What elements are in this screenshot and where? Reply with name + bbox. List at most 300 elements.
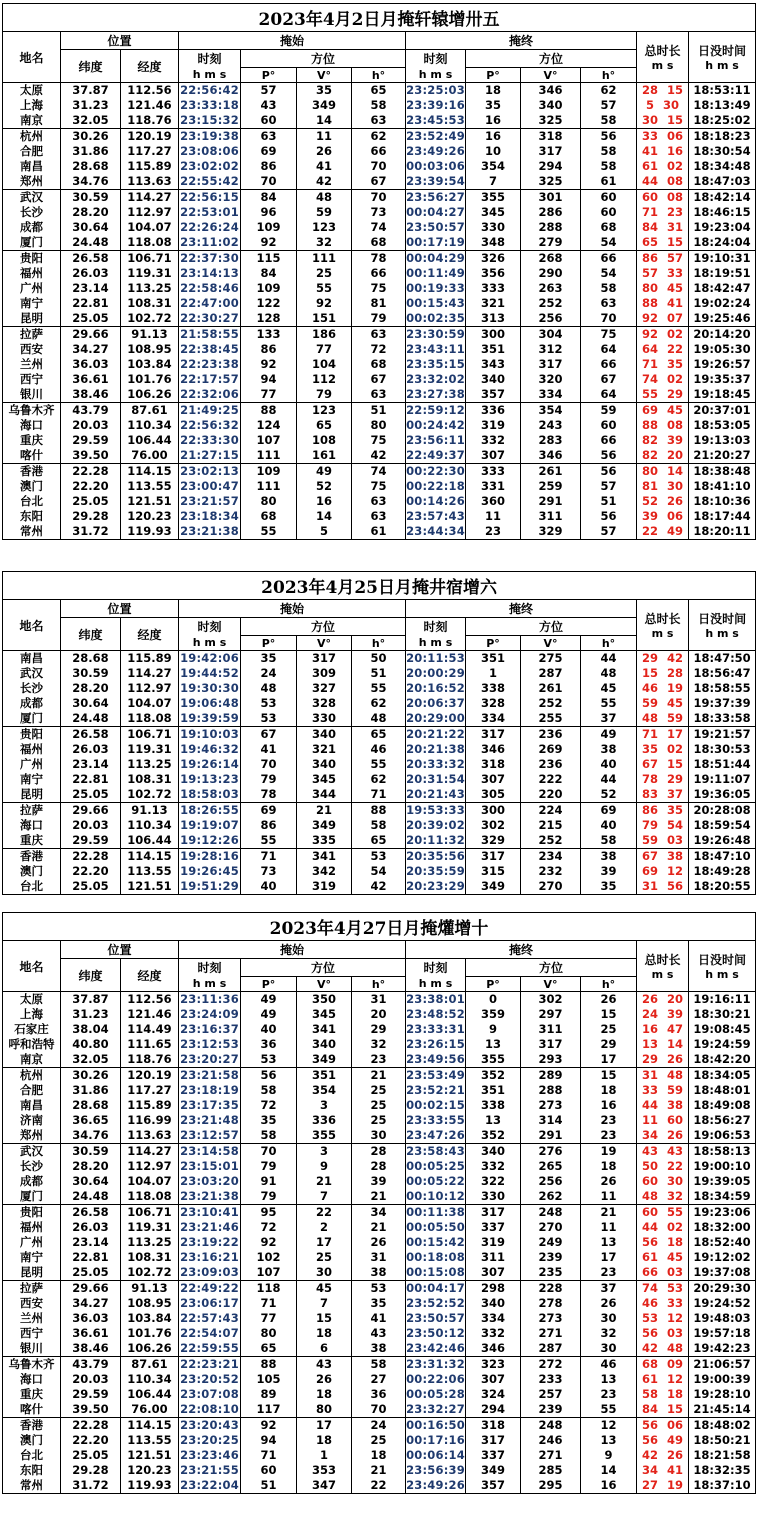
cell-begin-p: 60	[241, 1463, 297, 1478]
cell-lat: 36.65	[61, 1113, 121, 1128]
col-header-begin-time: 时刻	[179, 50, 241, 68]
cell-lat: 25.05	[61, 311, 121, 327]
cell-begin-time: 23:19:22	[180, 1235, 239, 1249]
col-header-begin-time: 时刻	[179, 959, 241, 977]
cell-lat: 43.79	[61, 1357, 121, 1373]
cell-begin-v: 18	[297, 1326, 352, 1341]
cell-end-time: 23:56:39	[406, 1463, 465, 1477]
cell-name: 澳门	[3, 1433, 61, 1448]
cell-begin-p: 49	[241, 992, 297, 1008]
cell-begin-p: 92	[241, 1235, 297, 1250]
cell-begin-time: 23:21:57	[180, 494, 239, 508]
cell-lat: 22.20	[61, 864, 121, 879]
cell-end-v: 297	[521, 1007, 581, 1022]
col-header-begin-v: V°	[297, 977, 352, 992]
cell-begin-time: 22:30:27	[180, 311, 239, 325]
cell-name: 东阳	[3, 1463, 61, 1478]
cell-lat: 38.46	[61, 1341, 121, 1357]
cell-begin-v: 6	[297, 1341, 352, 1357]
cell-begin-time: 23:15:01	[180, 1159, 239, 1173]
cell-end-h: 25	[581, 1022, 637, 1037]
cell-end-time: 23:52:21	[406, 1083, 465, 1097]
cell-begin-p: 49	[241, 1007, 297, 1022]
cell-end-time: 20:06:37	[406, 696, 465, 710]
table-row	[3, 372, 756, 387]
cell-begin-h: 53	[352, 849, 406, 865]
cell-end-p: 333	[466, 281, 521, 296]
cell-lon: 102.72	[121, 311, 179, 327]
cell-lon: 76.00	[121, 1402, 179, 1418]
cell-begin-v: 18	[297, 1433, 352, 1448]
cell-begin-h: 42	[352, 448, 406, 464]
region-group	[3, 992, 756, 1068]
cell-begin-time: 23:09:03	[180, 1265, 239, 1279]
cell-name: 西安	[3, 342, 61, 357]
cell-lat: 25.05	[61, 787, 121, 803]
cell-begin-time: 22:26:24	[180, 220, 239, 234]
cell-begin-p: 57	[241, 83, 297, 99]
cell-end-h: 46	[581, 1357, 637, 1373]
cell-end-p: 317	[466, 1205, 521, 1221]
cell-name: 太原	[3, 83, 61, 99]
cell-total: 79 54	[637, 818, 689, 833]
cell-begin-h: 29	[352, 1022, 406, 1037]
cell-end-h: 55	[581, 696, 637, 711]
cell-lat: 24.48	[61, 235, 121, 251]
cell-begin-p: 133	[241, 327, 297, 343]
cell-lon: 113.25	[121, 1235, 179, 1250]
cell-lat: 26.03	[61, 266, 121, 281]
cell-end-v: 265	[521, 1159, 581, 1174]
cell-sunset: 18:32:35	[689, 1463, 756, 1478]
cell-total: 5 30	[637, 98, 689, 113]
cell-begin-v: 5	[297, 524, 352, 540]
table-row	[3, 711, 756, 727]
cell-name: 重庆	[3, 433, 61, 448]
cell-sunset: 18:49:28	[689, 864, 756, 879]
cell-begin-v: 49	[297, 464, 352, 480]
cell-lon: 108.31	[121, 772, 179, 787]
cell-lat: 20.03	[61, 818, 121, 833]
cell-lat: 28.68	[61, 159, 121, 174]
cell-end-p: 349	[466, 879, 521, 895]
cell-sunset: 19:35:37	[689, 372, 756, 387]
cell-begin-time: 23:20:43	[180, 1418, 239, 1432]
cell-begin-p: 67	[241, 727, 297, 743]
cell-end-h: 55	[581, 1402, 637, 1418]
cell-end-h: 18	[581, 1083, 637, 1098]
cell-lon: 106.71	[121, 1205, 179, 1221]
cell-end-h: 75	[581, 327, 637, 343]
cell-end-time: 23:26:15	[406, 1037, 465, 1051]
cell-end-time: 00:15:42	[406, 1235, 465, 1249]
cell-begin-h: 75	[352, 479, 406, 494]
cell-lon: 119.93	[121, 524, 179, 540]
cell-lat: 25.05	[61, 1265, 121, 1281]
cell-begin-p: 48	[241, 681, 297, 696]
cell-end-p: 324	[466, 1387, 521, 1402]
cell-sunset: 20:28:08	[689, 803, 756, 819]
cell-end-v: 261	[521, 681, 581, 696]
cell-begin-h: 34	[352, 1205, 406, 1221]
cell-total: 71 17	[637, 727, 689, 743]
table-row	[3, 251, 756, 267]
cell-lon: 115.89	[121, 651, 179, 667]
cell-lat: 29.28	[61, 509, 121, 524]
col-header-begin-hms: h m s	[179, 68, 241, 83]
cell-sunset: 18:18:23	[689, 129, 756, 145]
cell-begin-h: 21	[352, 1189, 406, 1205]
table-row	[3, 448, 756, 464]
cell-end-time: 23:50:12	[406, 1326, 465, 1340]
cell-lon: 91.13	[121, 1281, 179, 1297]
table-row	[3, 1144, 756, 1160]
sunset-units: h m s	[705, 968, 739, 981]
cell-sunset: 18:47:03	[689, 174, 756, 190]
cell-end-h: 58	[581, 281, 637, 296]
cell-begin-v: 1	[297, 1448, 352, 1463]
cell-begin-p: 53	[241, 711, 297, 727]
cell-begin-h: 67	[352, 372, 406, 387]
cell-total: 74 53	[637, 1281, 689, 1297]
cell-lon: 121.46	[121, 1007, 179, 1022]
cell-begin-p: 79	[241, 1159, 297, 1174]
cell-lat: 36.03	[61, 357, 121, 372]
cell-lat: 32.05	[61, 1052, 121, 1068]
cell-name: 银川	[3, 387, 61, 403]
sunset-label: 日没时间	[698, 953, 747, 967]
cell-end-v: 257	[521, 1387, 581, 1402]
cell-sunset: 19:24:52	[689, 1296, 756, 1311]
cell-begin-h: 80	[352, 418, 406, 433]
cell-end-h: 40	[581, 757, 637, 772]
cell-end-h: 45	[581, 681, 637, 696]
cell-end-v: 312	[521, 342, 581, 357]
cell-end-h: 23	[581, 1113, 637, 1128]
cell-begin-p: 36	[241, 1037, 297, 1052]
cell-end-p: 7	[466, 174, 521, 190]
sunset-label: 日没时间	[698, 612, 747, 626]
cell-lon: 103.84	[121, 357, 179, 372]
cell-begin-p: 111	[241, 479, 297, 494]
cell-lon: 103.84	[121, 1311, 179, 1326]
cell-end-v: 317	[521, 1037, 581, 1052]
cell-end-v: 228	[521, 1281, 581, 1297]
cell-total: 69 45	[637, 403, 689, 419]
cell-begin-p: 72	[241, 1220, 297, 1235]
cell-end-h: 56	[581, 464, 637, 480]
cell-name: 台北	[3, 494, 61, 509]
cell-total: 29 26	[637, 1052, 689, 1068]
cell-total: 61 45	[637, 1250, 689, 1265]
cell-begin-p: 77	[241, 1311, 297, 1326]
cell-begin-v: 350	[297, 992, 352, 1008]
cell-sunset: 21:20:27	[689, 448, 756, 464]
table-row	[3, 651, 756, 667]
cell-begin-v: 59	[297, 205, 352, 220]
cell-end-h: 49	[581, 727, 637, 743]
cell-begin-v: 321	[297, 742, 352, 757]
cell-begin-time: 23:21:58	[180, 1068, 239, 1082]
cell-lon: 113.25	[121, 281, 179, 296]
cell-begin-p: 69	[241, 803, 297, 819]
cell-begin-time: 22:59:55	[180, 1341, 239, 1355]
cell-lon: 106.71	[121, 251, 179, 267]
cell-end-h: 64	[581, 342, 637, 357]
cell-begin-h: 88	[352, 803, 406, 819]
cell-begin-h: 39	[352, 1174, 406, 1189]
cell-lon: 112.56	[121, 992, 179, 1008]
cell-begin-v: 112	[297, 372, 352, 387]
cell-total: 24 39	[637, 1007, 689, 1022]
cell-begin-h: 63	[352, 113, 406, 129]
cell-lon: 113.63	[121, 1128, 179, 1144]
cell-end-time: 23:53:49	[406, 1068, 465, 1082]
table-row	[3, 1478, 756, 1494]
cell-begin-h: 23	[352, 1052, 406, 1068]
cell-end-time: 20:00:29	[406, 666, 465, 680]
cell-begin-p: 79	[241, 772, 297, 787]
cell-end-p: 315	[466, 864, 521, 879]
cell-begin-h: 67	[352, 174, 406, 190]
cell-begin-p: 78	[241, 787, 297, 803]
cell-begin-v: 7	[297, 1296, 352, 1311]
cell-begin-p: 124	[241, 418, 297, 433]
cell-lat: 20.03	[61, 1372, 121, 1387]
cell-lon: 112.56	[121, 83, 179, 99]
cell-sunset: 18:42:20	[689, 1052, 756, 1068]
cell-end-time: 00:11:49	[406, 266, 465, 280]
cell-total: 48 59	[637, 711, 689, 727]
cell-begin-p: 56	[241, 1068, 297, 1084]
cell-end-p: 11	[466, 509, 521, 524]
cell-lat: 22.28	[61, 1418, 121, 1434]
cell-end-time: 23:50:57	[406, 220, 465, 234]
cell-end-p: 357	[466, 387, 521, 403]
cell-begin-h: 31	[352, 1250, 406, 1265]
cell-sunset: 20:14:20	[689, 327, 756, 343]
region-group	[3, 849, 756, 895]
cell-end-time: 20:35:56	[406, 849, 465, 863]
cell-lon: 118.76	[121, 1052, 179, 1068]
cell-end-h: 37	[581, 1281, 637, 1297]
cell-end-p: 317	[466, 849, 521, 865]
cell-lat: 34.27	[61, 342, 121, 357]
cell-name: 常州	[3, 524, 61, 540]
cell-begin-time: 23:11:02	[180, 235, 239, 249]
cell-end-v: 261	[521, 464, 581, 480]
total-duration-label: 总时长	[644, 612, 681, 626]
cell-lon: 108.95	[121, 342, 179, 357]
col-header-begin-hms: h m s	[179, 636, 241, 651]
cell-end-v: 293	[521, 1052, 581, 1068]
cell-end-h: 26	[581, 1296, 637, 1311]
cell-total: 50 22	[637, 1159, 689, 1174]
cell-lon: 110.34	[121, 818, 179, 833]
cell-total: 69 12	[637, 864, 689, 879]
total-duration-label: 总时长	[644, 44, 681, 58]
cell-total: 67 38	[637, 849, 689, 865]
cell-end-time: 23:45:53	[406, 113, 465, 127]
cell-end-p: 298	[466, 1281, 521, 1297]
cell-begin-time: 23:14:13	[180, 266, 239, 280]
region-group	[3, 129, 756, 190]
cell-begin-time: 21:58:55	[180, 327, 239, 341]
cell-end-time: 23:48:52	[406, 1007, 465, 1021]
cell-begin-time: 23:23:46	[180, 1448, 239, 1462]
cell-begin-v: 123	[297, 403, 352, 419]
cell-begin-h: 50	[352, 651, 406, 667]
cell-begin-v: 11	[297, 129, 352, 145]
cell-begin-time: 19:44:52	[180, 666, 239, 680]
cell-lon: 101.76	[121, 372, 179, 387]
cell-begin-time: 23:17:35	[180, 1098, 239, 1112]
cell-name: 南昌	[3, 651, 61, 667]
table-row	[3, 1235, 756, 1250]
cell-name: 厦门	[3, 1189, 61, 1205]
cell-lon: 102.72	[121, 1265, 179, 1281]
cell-end-time: 20:31:54	[406, 772, 465, 786]
cell-begin-v: 340	[297, 1037, 352, 1052]
cell-end-p: 313	[466, 311, 521, 327]
cell-begin-time: 19:42:06	[180, 651, 239, 665]
cell-begin-p: 68	[241, 509, 297, 524]
cell-total: 92 07	[637, 311, 689, 327]
cell-end-v: 270	[521, 1220, 581, 1235]
cell-end-time: 23:35:15	[406, 357, 465, 371]
cell-end-time: 23:33:55	[406, 1113, 465, 1127]
table-row	[3, 757, 756, 772]
cell-sunset: 19:24:59	[689, 1037, 756, 1052]
cell-total: 56 18	[637, 1235, 689, 1250]
cell-end-v: 239	[521, 1250, 581, 1265]
cell-lat: 40.80	[61, 1037, 121, 1052]
col-header-begin-h: h°	[352, 68, 406, 83]
cell-begin-p: 86	[241, 818, 297, 833]
cell-begin-p: 79	[241, 1189, 297, 1205]
table-row	[3, 98, 756, 113]
cell-sunset: 19:02:24	[689, 296, 756, 311]
cell-begin-time: 19:30:30	[180, 681, 239, 695]
cell-end-time: 23:52:52	[406, 1296, 465, 1310]
cell-end-h: 67	[581, 372, 637, 387]
cell-begin-p: 84	[241, 190, 297, 206]
table-row	[3, 742, 756, 757]
cell-begin-p: 107	[241, 1265, 297, 1281]
cell-end-h: 57	[581, 98, 637, 113]
cell-end-time: 00:18:08	[406, 1250, 465, 1264]
cell-sunset: 18:17:44	[689, 509, 756, 524]
sunset-units: h m s	[705, 59, 739, 72]
cell-end-p: 302	[466, 818, 521, 833]
cell-end-h: 57	[581, 524, 637, 540]
cell-end-v: 268	[521, 251, 581, 267]
cell-begin-p: 128	[241, 311, 297, 327]
cell-begin-time: 22:55:42	[180, 174, 239, 188]
cell-end-p: 1	[466, 666, 521, 681]
region-group	[3, 327, 756, 403]
cell-begin-p: 95	[241, 1205, 297, 1221]
cell-sunset: 19:16:11	[689, 992, 756, 1008]
cell-begin-time: 23:06:17	[180, 1296, 239, 1310]
cell-lat: 31.72	[61, 524, 121, 540]
cell-begin-time: 22:33:30	[180, 433, 239, 447]
cell-end-p: 10	[466, 144, 521, 159]
cell-end-time: 00:04:17	[406, 1281, 465, 1295]
cell-lat: 26.58	[61, 727, 121, 743]
cell-begin-h: 55	[352, 757, 406, 772]
cell-sunset: 18:59:54	[689, 818, 756, 833]
cell-end-p: 355	[466, 190, 521, 206]
cell-end-p: 0	[466, 992, 521, 1008]
cell-sunset: 19:48:03	[689, 1311, 756, 1326]
cell-sunset: 18:30:53	[689, 742, 756, 757]
cell-begin-h: 74	[352, 464, 406, 480]
cell-lat: 25.05	[61, 879, 121, 895]
cell-end-h: 19	[581, 1144, 637, 1160]
cell-end-v: 276	[521, 1144, 581, 1160]
cell-end-h: 52	[581, 787, 637, 803]
cell-lat: 30.26	[61, 129, 121, 145]
cell-total: 82 39	[637, 433, 689, 448]
cell-name: 东阳	[3, 509, 61, 524]
cell-begin-time: 21:27:15	[180, 448, 239, 462]
cell-begin-v: 3	[297, 1098, 352, 1113]
cell-end-v: 235	[521, 1265, 581, 1281]
table-row	[3, 357, 756, 372]
col-header-end-time: 时刻	[406, 50, 466, 68]
cell-name: 重庆	[3, 833, 61, 849]
cell-begin-time: 23:21:46	[180, 1220, 239, 1234]
cell-name: 长沙	[3, 681, 61, 696]
table-row	[3, 433, 756, 448]
cell-lat: 31.72	[61, 1478, 121, 1494]
cell-end-time: 20:23:29	[406, 879, 465, 893]
cell-begin-p: 92	[241, 235, 297, 251]
cell-begin-v: 317	[297, 651, 352, 667]
cell-name: 西宁	[3, 1326, 61, 1341]
cell-sunset: 18:33:58	[689, 711, 756, 727]
cell-begin-h: 43	[352, 1326, 406, 1341]
cell-lon: 116.99	[121, 1113, 179, 1128]
cell-begin-h: 26	[352, 1235, 406, 1250]
cell-lon: 106.71	[121, 727, 179, 743]
cell-begin-h: 42	[352, 879, 406, 895]
cell-begin-v: 17	[297, 1418, 352, 1434]
cell-begin-v: 309	[297, 666, 352, 681]
cell-lat: 29.59	[61, 1387, 121, 1402]
cell-lat: 24.48	[61, 711, 121, 727]
cell-begin-h: 65	[352, 83, 406, 99]
cell-begin-p: 35	[241, 651, 297, 667]
cell-begin-h: 75	[352, 433, 406, 448]
cell-end-h: 16	[581, 1478, 637, 1494]
cell-total: 71 35	[637, 357, 689, 372]
cell-end-p: 343	[466, 357, 521, 372]
cell-begin-h: 21	[352, 1220, 406, 1235]
cell-begin-h: 31	[352, 992, 406, 1008]
cell-end-h: 15	[581, 1068, 637, 1084]
cell-begin-p: 53	[241, 696, 297, 711]
cell-end-time: 22:59:12	[406, 403, 465, 417]
cell-end-p: 346	[466, 1341, 521, 1357]
cell-sunset: 19:11:07	[689, 772, 756, 787]
cell-lat: 30.64	[61, 220, 121, 235]
col-header-begin-time: 时刻	[179, 618, 241, 636]
cell-sunset: 18:42:47	[689, 281, 756, 296]
cell-end-v: 295	[521, 1478, 581, 1494]
cell-lat: 36.61	[61, 372, 121, 387]
